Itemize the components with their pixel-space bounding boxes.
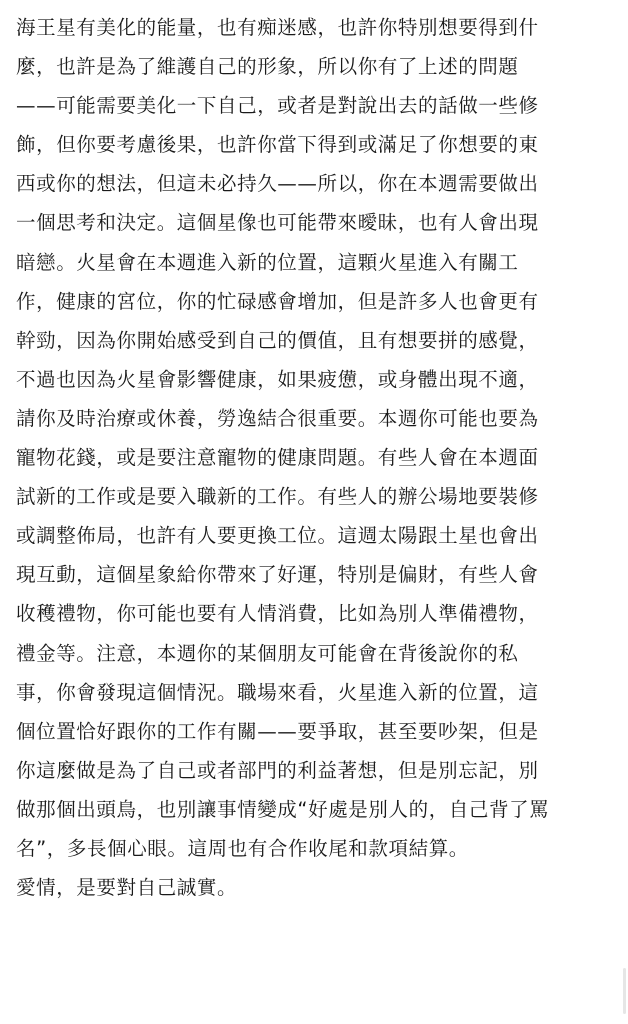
- text-line: 做那個出頭鳥，也別讓事情變成“好處是別人的，自己背了罵: [16, 797, 550, 821]
- text-line: 西或你的想法，但這未必持久——所以，你在本週需要做出: [16, 172, 539, 196]
- text-line: 你這麼做是為了自己或者部門的利益著想，但是別忘記，別: [16, 758, 539, 782]
- text-line: 現互動，這個星象給你帶來了好運，特別是偏財，有些人會: [16, 563, 539, 587]
- text-line: 收穫禮物，你可能也要有人情消費，比如為別人準備禮物，: [16, 602, 539, 626]
- text-line: 禮金等。注意，本週你的某個朋友可能會在背後說你的私: [16, 641, 519, 665]
- text-line: 寵物花錢，或是要注意寵物的健康問題。有些人會在本週面: [16, 446, 539, 470]
- text-line: 或調整佈局，也許有人要更換工位。這週太陽跟土星也會出: [16, 524, 539, 548]
- text-line: 飾，但你要考慮後果，也許你當下得到或滿足了你想要的東: [16, 133, 539, 157]
- text-line: 一個思考和決定。這個星像也可能帶來曖昧，也有人會出現: [16, 211, 539, 235]
- text-line: 海王星有美化的能量，也有痴迷感，也許你特別想要得到什: [16, 16, 539, 39]
- text-line: 個位置恰好跟你的工作有關——要爭取，甚至要吵架，但是: [16, 719, 539, 743]
- text-line: 幹勁，因為你開始感受到自己的價值，且有想要拼的感覺，: [16, 328, 539, 352]
- text-line: 作，健康的宮位，你的忙碌感會增加，但是許多人也會更有: [16, 289, 539, 313]
- scrollbar-thumb[interactable]: [623, 968, 626, 1014]
- text-line: 愛情，是要對自己誠實。: [16, 876, 238, 900]
- text-line: ——可能需要美化一下自己，或者是對說出去的話做一些修: [16, 94, 539, 118]
- text-line: 請你及時治療或休養，勞逸結合很重要。本週你可能也要為: [16, 406, 539, 430]
- text-line: 暗戀。火星會在本週進入新的位置，這顆火星進入有關工: [16, 250, 519, 274]
- text-line: 不過也因為火星會影響健康，如果疲憊，或身體出現不適，: [16, 367, 539, 391]
- text-line: 名”，多長個心眼。這周也有合作收尾和款項結算。: [16, 836, 469, 860]
- text-line: 事，你會發現這個情況。職場來看，火星進入新的位置，這: [16, 680, 539, 704]
- text-line: 試新的工作或是要入職新的工作。有些人的辦公場地要裝修: [16, 485, 539, 509]
- horoscope-article: [16, 8, 624, 907]
- text-line: 麼，也許是為了維護自己的形象，所以你有了上述的問題: [16, 55, 519, 79]
